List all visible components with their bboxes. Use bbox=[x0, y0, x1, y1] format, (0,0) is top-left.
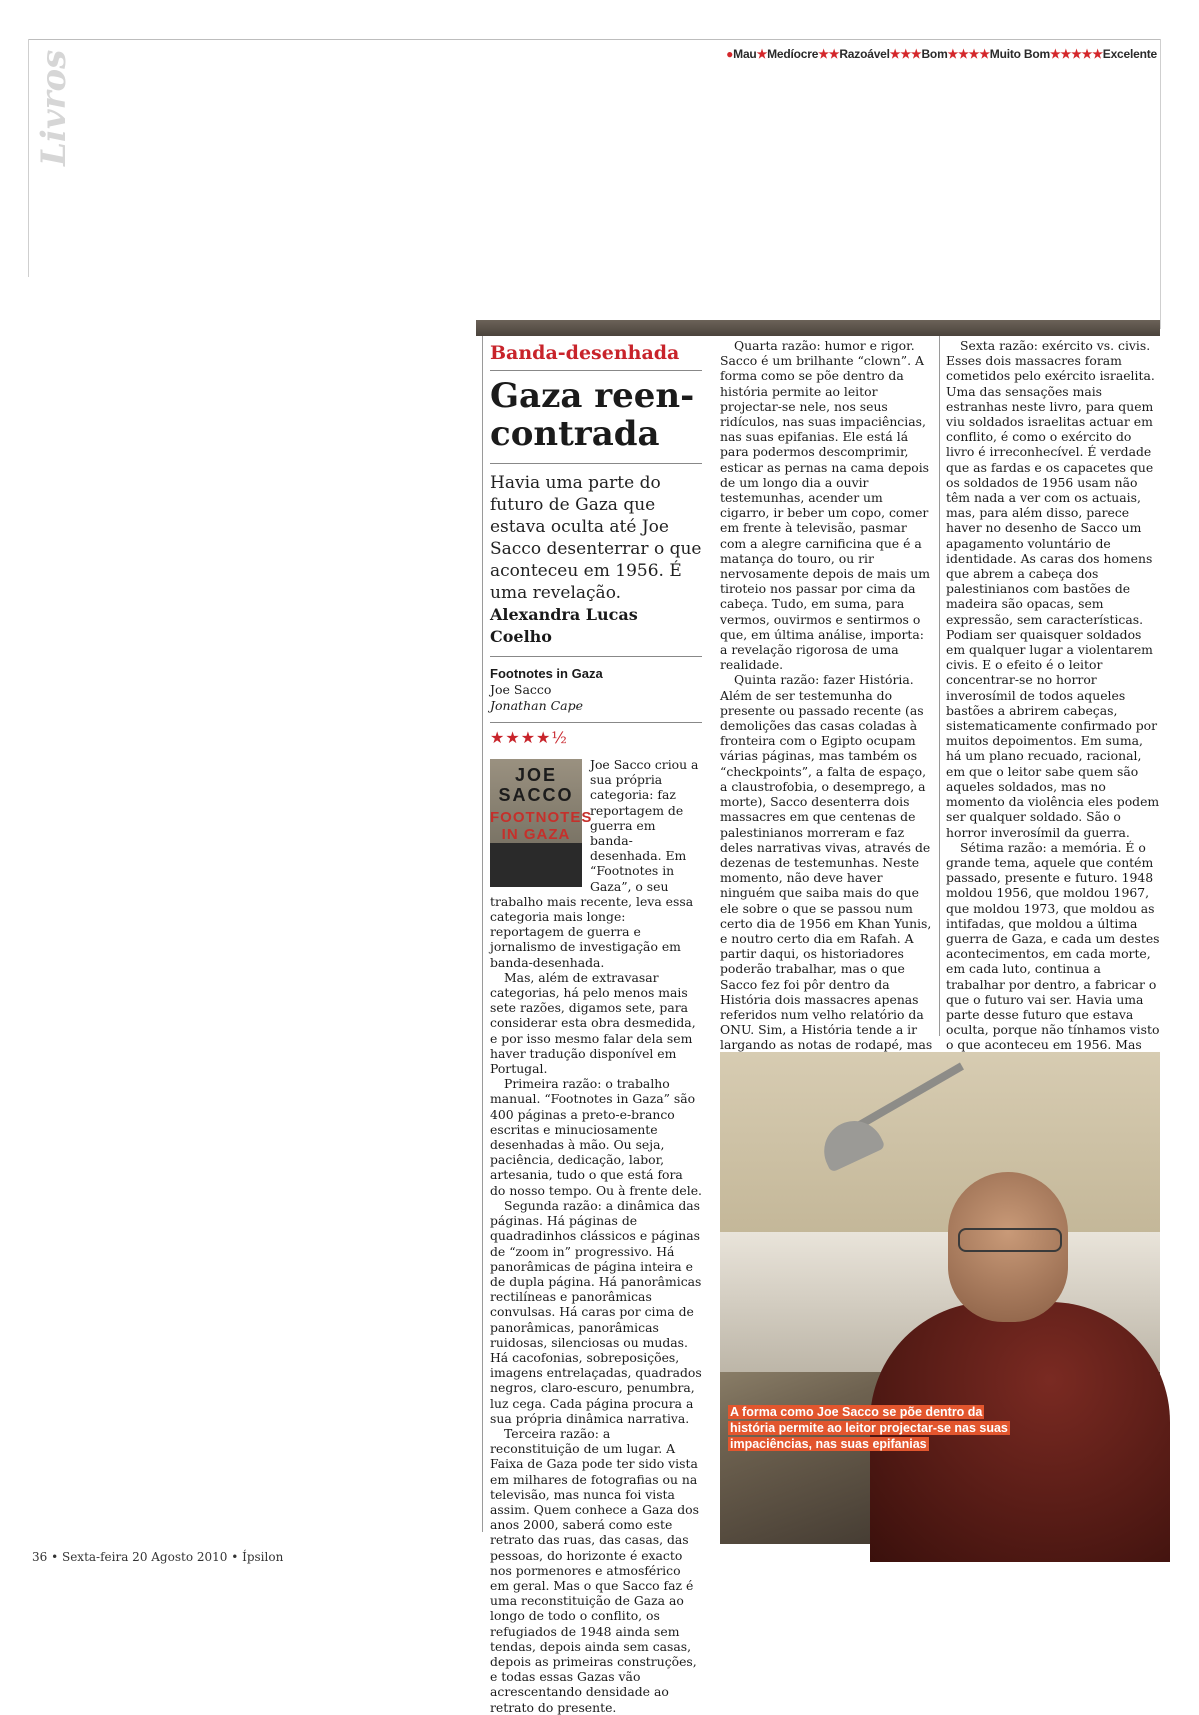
rating-label-razoavel: Razoável bbox=[839, 47, 890, 61]
book-publisher: Jonathan Cape bbox=[490, 698, 702, 723]
article-paragraph: Joe Sacco criou a sua própria categoria: faz reportagem de guerra em banda-desenhada. Em “Footnotes in Gaza”, o seu trabalho mais recente, leva essa categoria mais longe: reportagem de guerra e jornalismo de investigação em banda-desenhada. bbox=[490, 757, 699, 970]
article-column-3 bbox=[946, 338, 1160, 1083]
rating-legend bbox=[726, 47, 1157, 61]
article-paragraph: Mas, além de extravasar categorias, há pelo menos mais sete razões, digamos sete, para considerar esta obra desmedida, e por isso mesmo falar dela sem haver tradução disponível em Portugal. bbox=[490, 969, 696, 1077]
left-rule bbox=[28, 39, 29, 277]
article-header-band bbox=[476, 320, 1160, 336]
column-rule-left bbox=[482, 336, 483, 1532]
photo-caption bbox=[728, 1404, 1018, 1452]
article-paragraph: Quinta razão: fazer História. Além de ser testemunha do presente ou passado recente (as demolições das casas coladas à fronteira com o Egipto ocupam várias páginas, mas também os “checkpoints”, a falta de espaço, a claustrofobia, o desemprego, a morte), Sacco desenterra dois massacres em que centenas de palestinianos morreram e faz deles narrativas vivas, através de dezenas de testemunhas. Neste momento, não deve haver ninguém que saiba mais do que ele sobre o que se passou num certo dia de 1956 em Khan Yunis, e noutro certo dia em Rafah. A partir daqui, os historiadores poderão trabalhar, mas o que Sacco fez foi pôr dentro da História dois massacres apenas referidos num velho relatório da ONU. Sim, a História tende a ir largando as notas de rodapé, mas bbox=[720, 672, 933, 1053]
rating-mark-razoavel: ★★ bbox=[818, 47, 840, 61]
article-paragraph: Segunda razão: a dinâmica das páginas. Há páginas de quadradinhos clássicos e páginas de “zoom in” progressivo. Há panorâmicas de página inteira e de dupla página. Há panorâmicas rectilíneas e panorâmicas convulsas. Há caras por cima de panorâmicas, panorâmicas ruidosas, silenciosas ou mudas. Há cacofonias, sobreposições, imagens entrelaçadas, quadrados negros, claro-escuro, penumbra, luz cega. Cada página procura a sua própria dinâmica narrativa. bbox=[490, 1197, 702, 1426]
column-rule-1 bbox=[711, 336, 712, 532]
photo-caption-text: A forma como Joe Sacco se põe dentro da história permite ao leitor projectar-se nas suas impaciências, nas suas epifanias bbox=[730, 1405, 1008, 1451]
book-rating-stars: ★★★★½ bbox=[490, 728, 568, 747]
article-column-2 bbox=[720, 338, 934, 1083]
book-cover-image bbox=[490, 759, 593, 887]
rating-label-muito-bom: Muito Bom bbox=[989, 47, 1050, 61]
cover-crowd-illustration bbox=[490, 843, 582, 887]
page-footer: 36 • Sexta-feira 20 Agosto 2010 • Ípsilon bbox=[32, 1550, 284, 1564]
rating-label-mediocre: Medíocre bbox=[767, 47, 819, 61]
article-headline: Gaza reen-contrada bbox=[490, 377, 702, 464]
article-paragraph: Sexta razão: exército vs. civis. Esses dois massacres foram cometidos pelo exército israelita. Uma das sensações mais estranhas neste livro, para quem viu soldados israelitas actuar em conflito, é como o exército do livro é irreconhecível. É verdade que as fardas e os capacetes que os soldados de 1956 usam não têm nada a ver com os actuais, mas, para além disso, parece haver no desenho de Sacco um apagamento voluntário de identidade. As caras dos homens que abrem a cabeça dos palestinianos com bastões de madeira são opacas, sem expressão, sem características. Podiam ser quaisquer soldados em qualquer lugar a violentarem civis. E o efeito é o leitor concentrar-se no horror inverosímil de todos aqueles bastões a abrirem cabeças, sistematicamente confirmado por muitos depoimentos. Em suma, há um plano recuado, racional, em que o leitor sabe quem são aqueles soldados, mas no momento da violência eles podem ser qualquer soldado. São o horror inverosímil da guerra. bbox=[946, 338, 1160, 840]
author-photo bbox=[720, 1052, 1160, 1544]
top-rule bbox=[28, 39, 1160, 40]
article-paragraph: Quarta razão: humor e rigor. Sacco é um brilhante “clown”. A forma como se põe dentro da história permite ao leitor projectar-se nele, nos seus ridículos, nas suas impaciências, nas suas epifanias. Ele está lá para podermos descomprimir, esticar as pernas na cama depois de um longo dia a ouvir testemunhas, acender um cigarro, ir beber um copo, comer em frente à televisão, pasmar com a alegre carnificina que é a matança do touro, ou rir nervosamente depois de mais um tiroteio nos passar por cima da cabeça. Tudo, em suma, para vermos, ouvirmos e sentirmos o que, em última análise, importa: a revelação rigorosa de uma realidade. bbox=[720, 338, 930, 673]
article-lede: Havia uma parte do futuro de Gaza que estava oculta até Joe Sacco desenterrar o que aconteceu em 1956. É uma revelação. bbox=[490, 473, 702, 603]
section-label: Livros bbox=[34, 49, 74, 166]
rating-mark-muito-bom: ★★★★ bbox=[947, 47, 990, 61]
article-paragraph: Sétima razão: a memória. É o grande tema, aquele que contém passado, presente e futuro. 1948 moldou 1956, que moldou 1967, que moldou 1973, que moldou as intifadas, que moldou a última guerra de Gaza, e cada um destes acontecimentos, em cada morte, em cada luto, continua a trabalhar por dentro, a fabricar o que o futuro vai ser. Havia uma parte desse futuro que estava oculta, porque não tínhamos visto o que aconteceu em 1956. Mas bbox=[946, 839, 1160, 1053]
rating-mark-excelente: ★★★★★ bbox=[1049, 47, 1103, 61]
column-rule-2 bbox=[939, 336, 940, 1036]
book-title: Footnotes in Gaza bbox=[490, 666, 603, 681]
photo-glasses bbox=[958, 1228, 1062, 1252]
cover-author: JOE SACCO bbox=[498, 765, 574, 805]
article-paragraph: Primeira razão: o trabalho manual. “Footnotes in Gaza” são 400 páginas a preto-e-branco escritas e minuciosamente desenhadas à mão. Ou seja, paciência, dedicação, labor, artesania, tudo o que está fora do nosso tempo. Ou à frente dele. bbox=[490, 1076, 702, 1198]
rating-label-bom: Bom bbox=[921, 47, 948, 61]
right-rule bbox=[1160, 39, 1161, 329]
article-kicker: Banda-desenhada bbox=[490, 340, 702, 371]
article-column-1 bbox=[490, 340, 702, 1715]
article-paragraph: Terceira razão: a reconstituição de um lugar. A Faixa de Gaza pode ter sido vista em milhares de fotografias ou na televisão, mas nunca foi vista assim. Quem conhece a Gaza dos anos 2000, saberá como este retrato das ruas, das casas, das pessoas, do horizonte é exacto nos pormenores e atmosférico em geral. Mas o que Sacco faz é uma reconstituição de Gaza ao longo de todo o conflito, os refugiados de 1948 ainda sem tendas, depois ainda sem casas, depois as primeiras construções, e todas essas Gazas vão acrescentando densidade ao retrato do presente. bbox=[490, 1425, 699, 1715]
rating-mark-bom: ★★★ bbox=[889, 47, 922, 61]
rating-label-excelente: Excelente bbox=[1102, 47, 1157, 61]
article-byline: Alexandra Lucas Coelho bbox=[490, 604, 702, 657]
rating-mark-mediocre: ★ bbox=[756, 47, 768, 61]
cover-title: FOOTNOTES IN GAZA bbox=[490, 809, 593, 843]
book-author: Joe Sacco bbox=[490, 682, 552, 697]
rating-label-mau: Mau bbox=[733, 47, 757, 61]
rating-mark-mau: ● bbox=[726, 47, 734, 61]
